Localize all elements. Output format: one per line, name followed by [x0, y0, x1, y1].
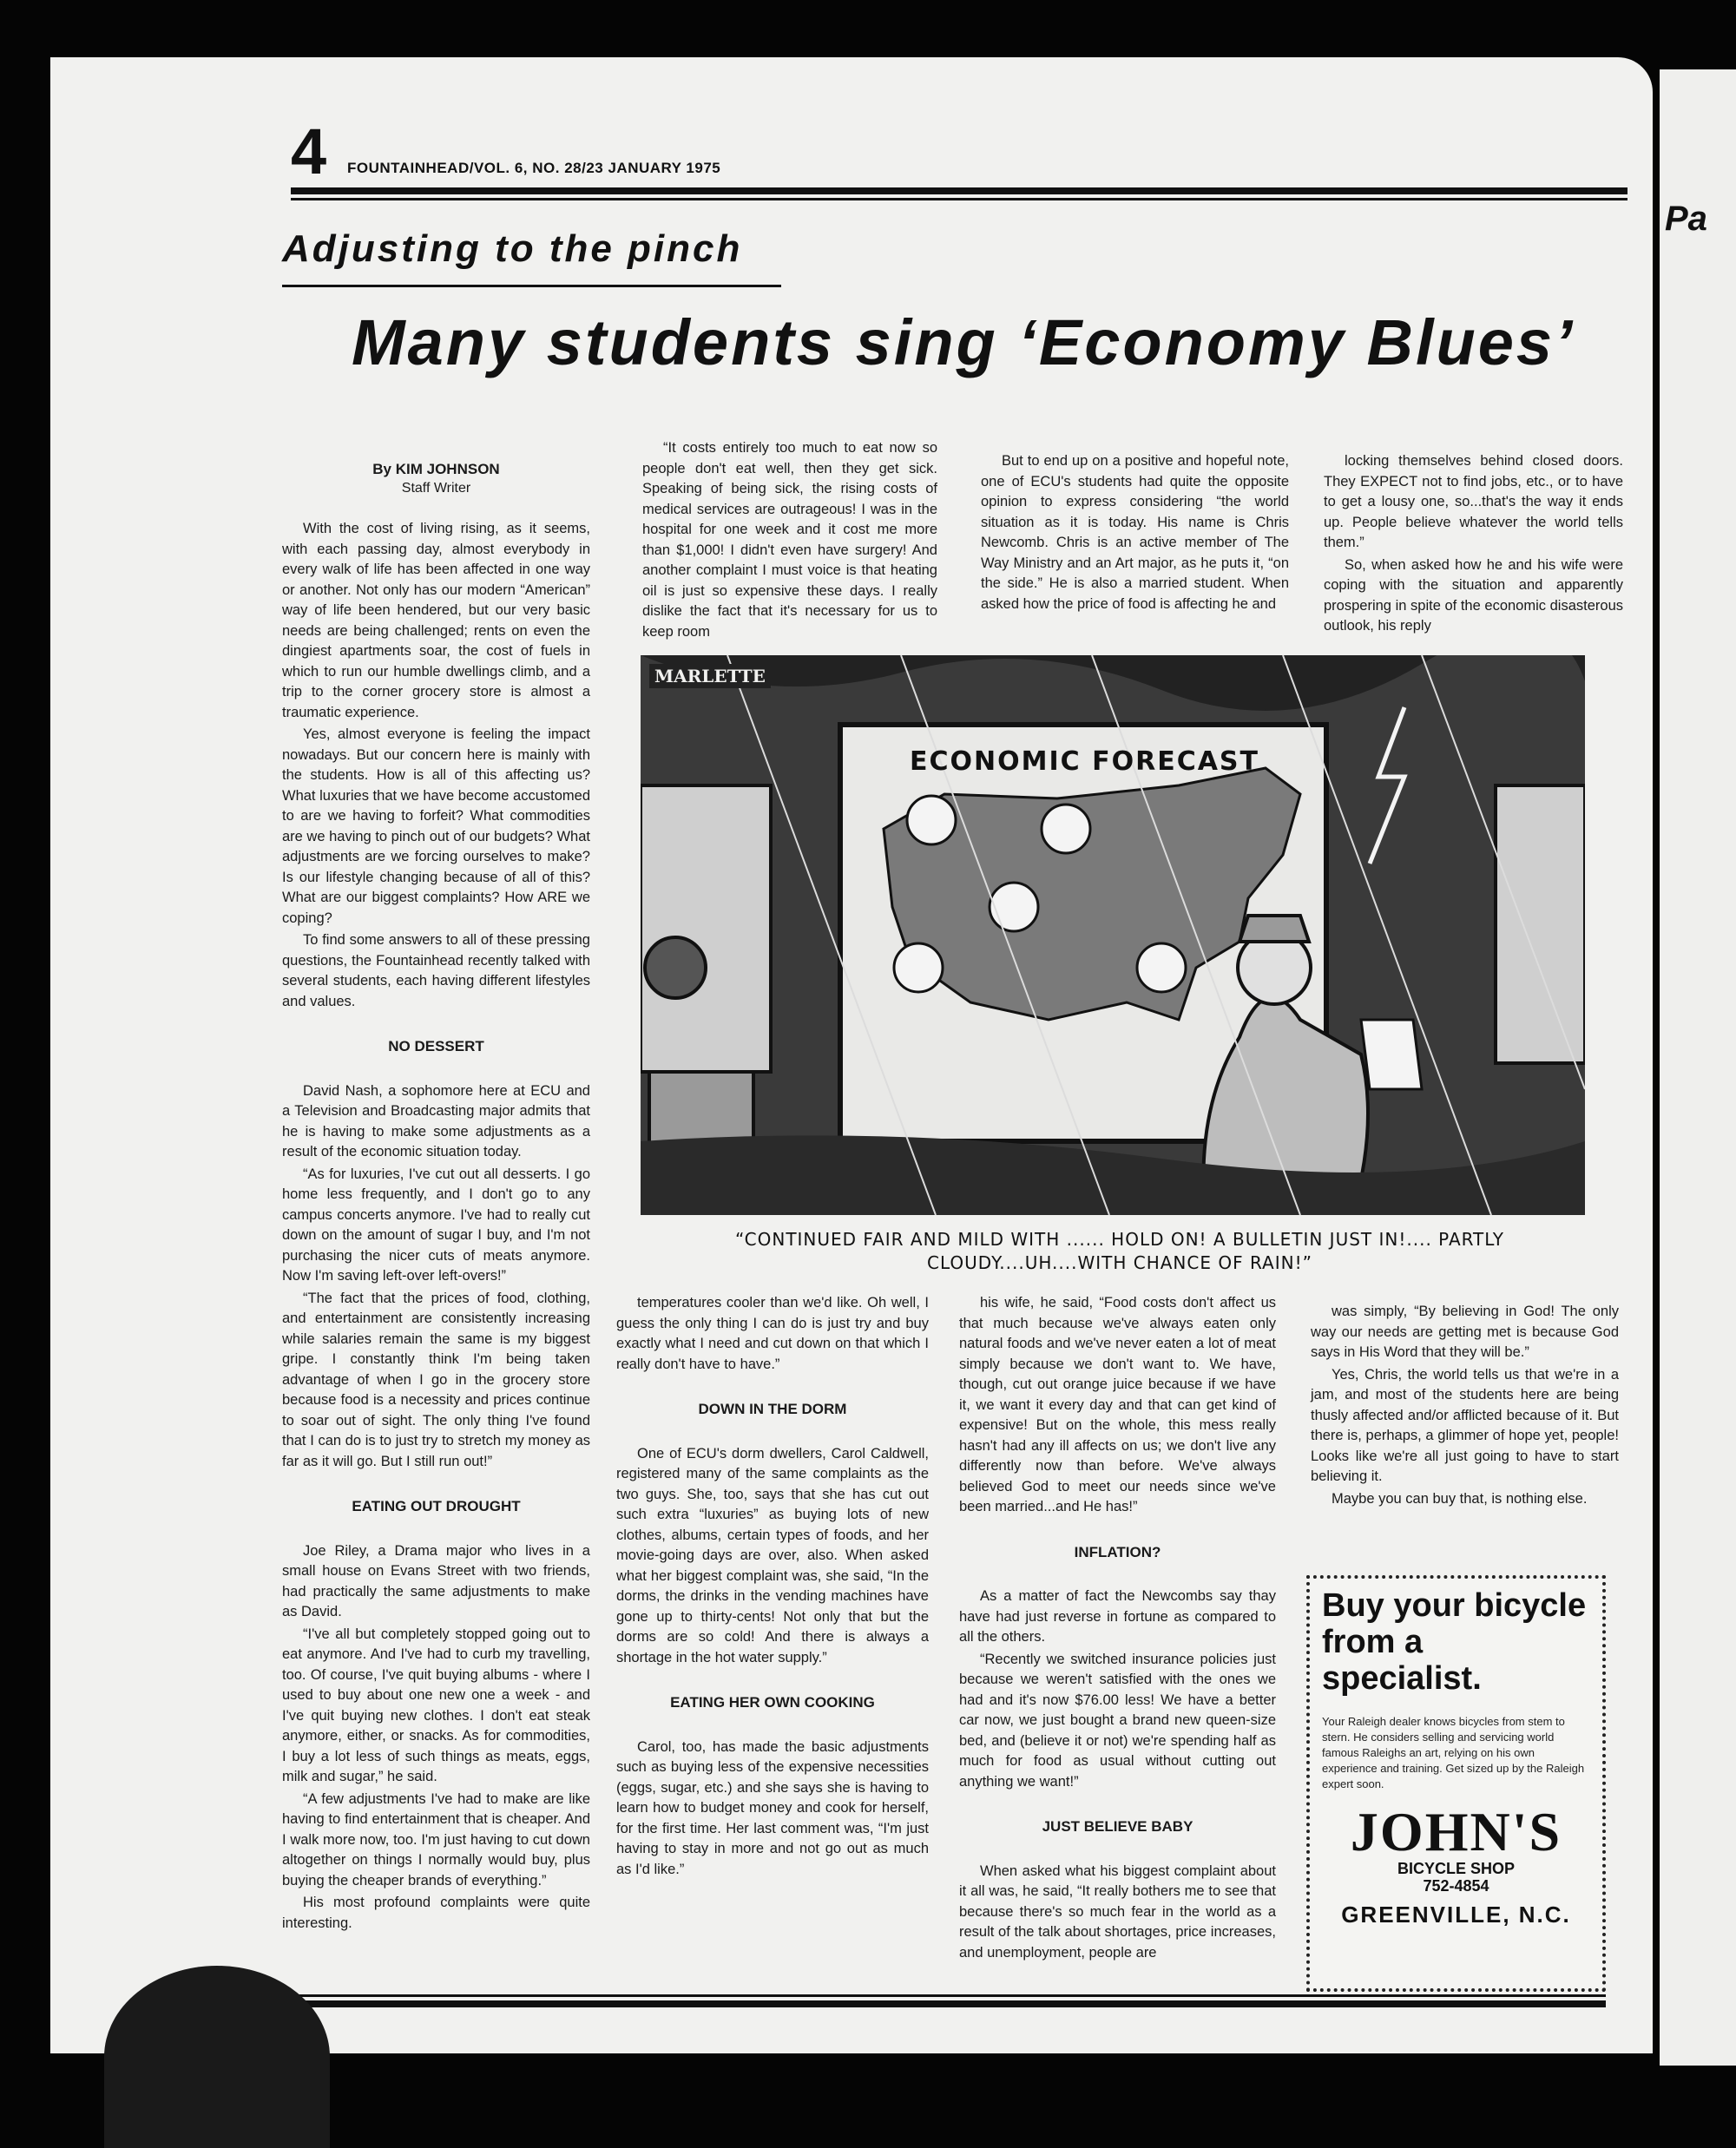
ad-headline: Buy your bicycle from a specialist.	[1322, 1587, 1587, 1697]
footer-rule	[286, 2000, 1606, 2007]
byline-role: Staff Writer	[401, 481, 471, 496]
ad-shop-name: BICYCLE SHOP	[1397, 1860, 1516, 1877]
footer-rule-thin	[286, 1994, 1606, 1997]
column-2-top	[642, 438, 937, 644]
folio-line: FOUNTAINHEAD/VOL. 6, NO. 28/23 JANUARY 1975	[347, 160, 721, 176]
ad-city: GREENVILLE, N.C.	[1341, 1902, 1571, 1928]
headline: Many students sing ‘Economy Blues’	[352, 306, 1575, 378]
paragraph: One of ECU's dorm dwellers, Carol Caldwell, registered many of the same complaints as the two guys. She, too, says that she has cut out such extra “luxuries” as buying lots of new clothes, albums, certain types of foods, and her movie-going days are over, also. When asked what her biggest complaint was, she said, “In the dorms, the drinks in the vending machines have gone up to thirty-cents! Not only that but the dorms are so cold! And there is always a shortage in the hot water supply.”	[616, 1445, 929, 1665]
ad-brand: JOHN'S	[1350, 1801, 1562, 1862]
subhead-cooking: EATING HER OWN COOKING	[670, 1694, 875, 1711]
paragraph: Yes, Chris, the world tells us that we're in a jam, and most of the students here are being thusly affected and/or afflicted because of it. But there is, perhaps, a glimmer of hope yet, people! Looks like we're all just going to have to start believing it.	[1311, 1366, 1619, 1484]
paragraph: “Recently we switched insurance policies just because we weren't satisfied with the ones we had and it's now $76.00 less! We have a better car now, we just bought a brand new queen-size bed, and (believe it or not) we're spending half as much for food as usual without cutting out anything we want!”	[959, 1651, 1276, 1790]
subhead-no-dessert: NO DESSERT	[388, 1038, 484, 1054]
cartoonist-signature: MARLETTE	[649, 664, 771, 688]
paragraph: So, when asked how he and his wife were coping with the situation and apparently prospering in spite of the economic disasterous outlook, his reply	[1324, 556, 1623, 634]
column-4-top	[1324, 451, 1623, 639]
page-number: 4	[291, 115, 327, 187]
paragraph: his wife, he said, “Food costs don't affect us that much because we've always eaten only natural foods and we've never eaten a lot of meat simply because we don't want to. We have, though, cut out orange juice because if we have it, we want it every day and that can get kind of expensive! But on the whole, this mess really hasn't had any ill affects on us; we don't live any differently now than before. We've always believed God to meet our needs since we've been married...and He has!”	[959, 1295, 1276, 1514]
subhead-inflation: INFLATION?	[1074, 1543, 1161, 1560]
paragraph: was simply, “By believing in God! The only way our needs are getting met is because God says in His Word that they will be.”	[1311, 1304, 1619, 1360]
column-2-bottom	[616, 1293, 929, 1882]
paragraph: As a matter of fact the Newcombs say thay have had just reverse in fortune as compared to all the others.	[959, 1588, 1276, 1645]
subhead-believe: JUST BELIEVE BABY	[1042, 1818, 1194, 1835]
column-3-top	[981, 451, 1289, 616]
paragraph: But to end up on a positive and hopeful note, one of ECU's students had quite the opposite opinion to express considering “the world situation as it is today. His name is Chris Newcomb. Chris is an active member of The Way Ministry and an Art major, as he puts it, “on the side.” He is also a married student. When asked how the price of food is affecting he and	[981, 453, 1289, 612]
paragraph: “I've all but completely stopped going out to eat anymore. And I've had to curb my travelling, too. Of course, I've quit buying albums - where I used to buy about one new one a week - and I've quit buying new clothes. I don't eat steak anymore, either, or snacks. As for commodities, I buy a lot less of such things as meats, eggs, milk and sugar,” he said.	[282, 1626, 590, 1784]
paragraph: David Nash, a sophomore here at ECU and a Television and Broadcasting major admits that he is having to make some adjustments as a result of the economic situation today.	[282, 1082, 590, 1159]
column-4-bottom	[1311, 1302, 1619, 1511]
paragraph: His most profound complaints were quite interesting.	[282, 1895, 590, 1931]
ad-phone: 752-4854	[1423, 1877, 1489, 1895]
header-rule	[291, 187, 1628, 194]
byline: By KIM JOHNSON	[372, 461, 500, 477]
forecast-board-title: ECONOMIC FORECAST	[910, 746, 1259, 777]
cartoon-drawing	[641, 655, 1585, 1215]
kicker-title: Adjusting to the pinch	[282, 227, 743, 270]
paragraph: locking themselves behind closed doors. They EXPECT not to find jobs, etc., or to have to get a lousy one, so...that's the way it ends up. People believe whatever the world tells them.”	[1324, 453, 1623, 550]
bicycle-shop-ad	[1306, 1575, 1606, 1992]
caption-line-2: CLOUDY....UH....WITH CHANCE OF RAIN!”	[927, 1252, 1312, 1273]
paragraph: temperatures cooler than we'd like. Oh well, I guess the only thing I can do is just try and buy exactly what I need and cut down on that which I really don't have to have.”	[616, 1295, 929, 1372]
paragraph: When asked what his biggest complaint about it all was, he said, “It really bothers me to see that because there's so much fear in the world as a result of the talk about shortages, price increases, and unemployment, people are	[959, 1862, 1276, 1961]
paragraph: “As for luxuries, I've cut out all desserts. I go home less frequently, and I don't go to any campus concerts anymore. I've had to really cut down on the amount of sugar I buy, and I'm not purchasing the nicer cuts of meats anymore. Now I'm saving left-over left-overs!”	[282, 1166, 590, 1284]
thumb-shadow	[104, 1966, 330, 2148]
column-3-bottom	[959, 1293, 1276, 1965]
facing-page-fragment: Pa	[1665, 200, 1707, 238]
column-1	[282, 460, 590, 1935]
paragraph: “A few adjustments I've had to make are like having to find entertainment that is cheaper. And I walk more now, too. I'm just having to cut down altogether on things I normally would buy, plus buying the cheaper brands of everything.”	[282, 1790, 590, 1889]
paragraph: “The fact that the prices of food, clothing, and entertainment are consistently increasing while salaries remain the same is my biggest gripe. I constantly think I'm being taken advantage of when I go in the grocery store because food is a necessity and prices continue to soar out of sight. The only thing I've found that I can do is to just try to stretch my money as far as it will go. But I still run out!”	[282, 1290, 590, 1469]
paragraph: Maybe you can buy that, is nothing else.	[1332, 1490, 1588, 1507]
editorial-cartoon	[641, 655, 1585, 1215]
paragraph: Joe Riley, a Drama major who lives in a small house on Evans Street with two friends, had practically the same adjustments to make as David.	[282, 1542, 590, 1619]
facing-page-edge	[1660, 69, 1736, 2066]
cartoon-caption	[686, 1228, 1554, 1275]
header-rule-thin	[291, 198, 1628, 200]
paragraph: Carol, too, has made the basic adjustments such as buying less of the expensive necessities (eggs, sugar, etc.) and she says she is having to learn how to budget money and cook for herself, for the first time. Her last comment was, “I'm just having to stay in more and not go out as much as I'd like.”	[616, 1738, 929, 1877]
caption-line-1: “CONTINUED FAIR AND MILD WITH ...... HOLD ON! A BULLETIN JUST IN!.... PARTLY	[735, 1229, 1504, 1250]
paragraph: Yes, almost everyone is feeling the impact nowadays. But our concern here is mainly with the students. How is all of this affecting us? What luxuries that we have become accustomed to are we having to forfeit? What commodities are we having to pinch out of our budgets? What adjustments are we forcing ourselves to make? Is our lifestyle changing because of all of this? What are our biggest complaints? How ARE we coping?	[282, 726, 590, 926]
subhead-dorm: DOWN IN THE DORM	[698, 1401, 847, 1417]
kicker-underline	[282, 285, 781, 287]
paragraph: “It costs entirely too much to eat now so people don't eat well, then they get sick. Speaking of being sick, the rising costs of medical services are outrageous! I was in the hospital for one week and it cost me more than $1,000! I didn't even have surgery! And another complaint I must voice is that heating oil is just so expensive these days. I really dislike the fact that it's necessary for us to keep room	[642, 440, 937, 640]
paragraph: With the cost of living rising, as it seems, with each passing day, almost everybody in every walk of life has been affected in one way or another. Not only has our modern “American” way of life been hendered, but our very basic needs are being challenged; rents on even the dingiest apartments soar, the cost of fuels in which to run our humble dwellings climb, and a trip to the corner grocery store is almost a traumatic experience.	[282, 521, 590, 720]
ad-body: Your Raleigh dealer knows bicycles from stem to stern. He considers selling and servicing world famous Raleighs an art, relying on his own experience and training. Get sized up by the Raleigh expert soon.	[1322, 1715, 1585, 1790]
subhead-eating-out: EATING OUT DROUGHT	[352, 1498, 521, 1514]
paragraph: To find some answers to all of these pressing questions, the Fountainhead recently talked with several students, each having different lifestyles and values.	[282, 932, 590, 1009]
